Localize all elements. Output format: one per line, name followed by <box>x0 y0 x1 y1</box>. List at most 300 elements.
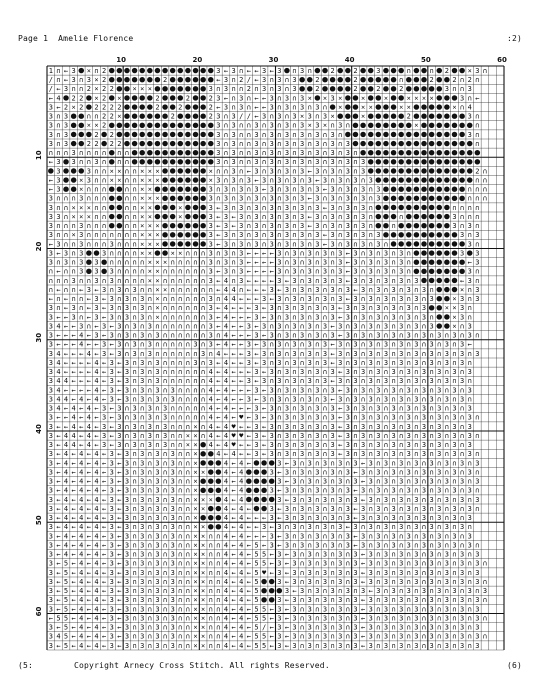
stitch-cell: 3 <box>300 212 305 221</box>
stitch-cell: ∩ <box>315 523 320 532</box>
stitch-cell: ∩ <box>216 532 221 541</box>
stitch-cell: ← <box>102 486 107 495</box>
stitch-cell: ∩ <box>208 541 213 550</box>
stitch-cell: ∩ <box>208 632 213 641</box>
stitch-cell <box>71 141 76 146</box>
stitch-cell: ∩ <box>132 514 137 523</box>
stitch-cell: ∩ <box>178 623 183 632</box>
stitch-cell: ← <box>246 404 251 413</box>
stitch-cell <box>71 113 76 118</box>
stitch-cell: 3 <box>292 523 297 532</box>
stitch-cell <box>414 250 419 255</box>
stitch-cell: ← <box>56 532 61 541</box>
stitch-cell: ∩ <box>132 222 137 231</box>
stitch-cell: 4 <box>223 340 229 349</box>
stitch-cell: × <box>140 167 145 176</box>
stitch-cell <box>155 86 160 91</box>
stitch-cell: 3 <box>368 559 373 568</box>
stitch-cell: 3 <box>315 185 320 194</box>
stitch-cell: ← <box>322 240 328 249</box>
stitch-cell: ∩ <box>292 422 297 431</box>
stitch-cell <box>200 515 205 520</box>
stitch-cell: 3 <box>467 504 472 513</box>
stitch-cell: 3 <box>124 577 130 586</box>
stitch-cell: ∩ <box>315 459 320 468</box>
stitch-cell: ∩ <box>162 641 168 650</box>
stitch-cell: × <box>360 103 366 112</box>
stitch-cell: 3 <box>109 550 114 559</box>
stitch-cell: ← <box>239 313 244 322</box>
stitch-cell: ← <box>48 176 53 185</box>
stitch-cell: ← <box>86 514 92 523</box>
stitch-cell: ← <box>261 413 267 422</box>
stitch-cell <box>109 223 114 228</box>
stitch-cell: ← <box>231 349 236 358</box>
stitch-cell <box>452 113 457 118</box>
stitch-cell: 3 <box>338 258 343 267</box>
stitch-cell: ∩ <box>376 377 381 386</box>
stitch-cell: 3 <box>414 623 419 632</box>
stitch-cell: ∩ <box>170 331 175 340</box>
stitch-cell: ← <box>86 587 92 596</box>
stitch-cell: 3 <box>155 523 160 532</box>
stitch-cell <box>63 177 68 182</box>
stitch-cell: 3 <box>292 249 297 258</box>
stitch-cell: ∩ <box>368 285 373 294</box>
stitch-cell <box>315 68 320 73</box>
stitch-cell: ← <box>117 541 122 550</box>
stitch-cell: ← <box>254 377 259 386</box>
stitch-cell <box>391 113 396 118</box>
stitch-cell: 3 <box>459 340 465 349</box>
stitch-cell: 4 <box>223 386 229 395</box>
stitch-cell: ∩ <box>71 194 76 203</box>
stitch-cell: 3 <box>292 112 297 121</box>
stitch-cell: ∩ <box>132 313 137 322</box>
stitch-cell: ← <box>86 395 92 404</box>
stitch-cell <box>444 214 449 219</box>
stitch-cell: ∩ <box>155 404 160 413</box>
stitch-cell: ← <box>56 422 61 431</box>
stitch-cell: 3 <box>48 577 53 586</box>
stitch-cell: ∩ <box>475 413 480 422</box>
stitch-cell: ∩ <box>162 267 168 276</box>
stitch-cell <box>444 205 449 210</box>
stitch-cell: 3 <box>48 495 53 504</box>
stitch-cell <box>170 141 175 146</box>
stitch-cell <box>277 588 282 593</box>
stitch-cell <box>391 104 396 109</box>
stitch-cell: ← <box>86 623 92 632</box>
stitch-cell: ∩ <box>216 194 221 203</box>
stitch-cell: 3 <box>124 386 130 395</box>
stitch-cell: 3 <box>467 587 472 596</box>
stitch-cell: ∩ <box>467 194 472 203</box>
stitch-cell: 3 <box>170 605 175 614</box>
stitch-cell: × <box>170 249 175 258</box>
stitch-cell: 3 <box>300 130 305 139</box>
stitch-cell: 3 <box>360 532 366 541</box>
stitch-cell: ∩ <box>292 486 297 495</box>
stitch-cell: ∩ <box>86 194 92 203</box>
stitch-cell: ∩ <box>261 212 267 221</box>
stitch-cell: 3 <box>383 641 389 650</box>
stitch-cell: ∩ <box>193 304 198 313</box>
stitch-cell: 3 <box>399 295 404 304</box>
stitch-cell: 3 <box>109 577 114 586</box>
stitch-cell: ← <box>246 577 251 586</box>
stitch-cell <box>200 177 205 182</box>
stitch-cell: ← <box>117 514 122 523</box>
stitch-cell: 3 <box>376 185 381 194</box>
stitch-cell: 3 <box>155 358 160 367</box>
stitch-cell: ∩ <box>102 212 107 221</box>
stitch-cell: ← <box>231 477 236 486</box>
stitch-cell <box>162 123 167 128</box>
stitch-cell: ∩ <box>223 158 229 167</box>
stitch-cell: ∩ <box>383 422 389 431</box>
stitch-cell: × <box>201 577 206 586</box>
stitch-cell: ∩ <box>201 431 206 440</box>
stitch-cell: 3 <box>102 431 107 440</box>
stitch-cell <box>414 214 419 219</box>
stitch-cell <box>155 150 160 155</box>
column-tick-label: 30 <box>268 56 279 64</box>
stitch-cell: 4 <box>223 587 229 596</box>
stitch-cell: ∩ <box>315 340 320 349</box>
stitch-cell: 3 <box>109 568 114 577</box>
stitch-cell: ← <box>338 413 343 422</box>
stitch-cell <box>429 196 434 201</box>
stitch-cell: 3 <box>124 295 130 304</box>
stitch-cell: 4 <box>56 632 61 641</box>
stitch-cell: ∩ <box>459 85 465 94</box>
stitch-cell <box>398 186 403 191</box>
stitch-cell: × <box>155 194 160 203</box>
stitch-cell <box>437 86 442 91</box>
stitch-cell: 3 <box>277 66 282 75</box>
stitch-cell: ← <box>277 468 282 477</box>
stitch-cell: ∩ <box>353 304 358 313</box>
stitch-cell: 3 <box>216 130 221 139</box>
stitch-cell: × <box>193 532 198 541</box>
stitch-cell: 4 <box>239 641 244 650</box>
stitch-cell <box>117 205 122 210</box>
stitch-cell: ∩ <box>155 441 160 450</box>
stitch-cell: 3 <box>223 103 229 112</box>
stitch-cell: ∩ <box>467 304 472 313</box>
stitch-cell <box>391 132 396 137</box>
stitch-cell: 3 <box>368 477 373 486</box>
stitch-cell: ← <box>102 295 107 304</box>
stitch-cell <box>383 86 388 91</box>
stitch-cell: ∩ <box>284 258 290 267</box>
stitch-cell: ∩ <box>162 322 168 331</box>
stitch-cell: ∩ <box>185 322 191 331</box>
stitch-cell: 3 <box>315 194 320 203</box>
stitch-cell: 4 <box>94 523 99 532</box>
stitch-cell <box>429 168 434 173</box>
stitch-cell: ← <box>109 441 114 450</box>
stitch-cell: ∩ <box>315 605 320 614</box>
stitch-cell: ← <box>269 623 274 632</box>
stitch-cell: ← <box>71 349 76 358</box>
stitch-cell: × <box>79 185 84 194</box>
stitch-cell <box>376 141 381 146</box>
stitch-cell: 3 <box>170 468 175 477</box>
stitch-cell: ← <box>71 386 76 395</box>
stitch-cell: 3 <box>269 212 274 221</box>
stitch-cell: ∩ <box>261 149 267 158</box>
stitch-cell: ← <box>246 450 251 459</box>
stitch-cell: 5 <box>254 596 259 605</box>
copyright-notice: Copyright Arnecy Cross Stitch. All rights Reserved. <box>74 661 330 670</box>
stitch-cell: ∩ <box>292 285 297 294</box>
stitch-cell: ∩ <box>132 568 137 577</box>
stitch-cell: 3 <box>315 285 320 294</box>
stitch-cell: ∩ <box>124 185 130 194</box>
stitch-cell <box>216 469 221 474</box>
stitch-cell: 3 <box>277 267 282 276</box>
stitch-cell: ∩ <box>102 276 107 285</box>
stitch-cell: ∩ <box>368 532 373 541</box>
stitch-cell: ∩ <box>391 623 396 632</box>
stitch-cell <box>124 95 129 100</box>
stitch-cell: 3 <box>277 459 282 468</box>
stitch-cell: 3 <box>277 477 282 486</box>
stitch-cell: ∩ <box>102 231 107 240</box>
stitch-cell: 3 <box>414 596 419 605</box>
stitch-cell: ∩ <box>284 76 290 85</box>
stitch-cell <box>155 132 160 137</box>
stitch-cell <box>467 168 472 173</box>
stitch-cell: ∩ <box>277 431 282 440</box>
stitch-cell: 3 <box>300 194 305 203</box>
stitch-cell: ∩ <box>246 121 251 130</box>
stitch-cell <box>444 113 449 118</box>
stitch-cell: ∩ <box>353 158 358 167</box>
stitch-cell: ∩ <box>482 194 488 203</box>
stitch-cell: ∩ <box>452 550 457 559</box>
stitch-cell: ∩ <box>124 222 130 231</box>
stitch-cell: 3 <box>48 222 53 231</box>
stitch-cell: 3 <box>406 285 411 294</box>
stitch-cell: × <box>193 523 198 532</box>
stitch-cell: 2 <box>102 121 107 130</box>
stitch-cell: ← <box>360 477 366 486</box>
stitch-cell: 3 <box>421 431 427 440</box>
stitch-cell: 3 <box>269 194 274 203</box>
stitch-cell <box>208 150 213 155</box>
stitch-cell: 3 <box>284 450 290 459</box>
stitch-cell: 3 <box>414 377 419 386</box>
stitch-cell: ∩ <box>322 194 328 203</box>
stitch-cell: ∩ <box>201 313 206 322</box>
stitch-cell: 3 <box>322 276 328 285</box>
stitch-cell: 3 <box>86 167 92 176</box>
stitch-cell: 4 <box>94 541 99 550</box>
stitch-cell: ∩ <box>406 322 411 331</box>
stitch-cell: ∩ <box>132 641 137 650</box>
stitch-cell: ∩ <box>117 304 122 313</box>
stitch-cell: ∩ <box>216 559 221 568</box>
stitch-cell <box>63 159 68 164</box>
stitch-cell: ∩ <box>284 295 290 304</box>
stitch-cell: 3 <box>452 486 457 495</box>
stitch-cell: 3 <box>155 504 160 513</box>
stitch-cell: 3 <box>360 404 366 413</box>
stitch-cell: ← <box>475 94 480 103</box>
stitch-cell: ∩ <box>383 441 389 450</box>
stitch-cell: 3 <box>284 149 290 158</box>
stitch-cell: 3 <box>368 249 373 258</box>
stitch-cell: 4 <box>63 514 69 523</box>
stitch-cell <box>368 159 373 164</box>
stitch-cell: 3 <box>338 477 343 486</box>
stitch-cell: ∩ <box>338 212 343 221</box>
stitch-cell: ∩ <box>231 267 236 276</box>
stitch-cell: 5 <box>254 587 259 596</box>
stitch-cell <box>155 141 160 146</box>
stitch-cell: ← <box>63 322 69 331</box>
stitch-cell: ∩ <box>421 596 427 605</box>
stitch-cell: 3 <box>368 176 373 185</box>
stitch-cell: 2 <box>353 85 358 94</box>
stitch-cell: ∩ <box>360 340 366 349</box>
stitch-cell <box>117 132 122 137</box>
stitch-cell: 3 <box>459 632 465 641</box>
stitch-cell: ← <box>231 358 236 367</box>
stitch-cell: 3 <box>338 605 343 614</box>
stitch-cell: 3 <box>269 404 274 413</box>
stitch-cell <box>193 150 198 155</box>
stitch-cell <box>452 95 457 100</box>
stitch-cell <box>414 196 419 201</box>
stitch-cell: ∩ <box>452 559 457 568</box>
stitch-cell: 3 <box>155 386 160 395</box>
stitch-cell: ∩ <box>414 450 419 459</box>
stitch-cell: 3 <box>322 495 328 504</box>
stitch-cell: ∩ <box>368 413 373 422</box>
stitch-cell: ← <box>71 477 76 486</box>
stitch-cell: 3 <box>421 514 427 523</box>
stitch-cell: 3 <box>315 103 320 112</box>
stitch-cell: ∩ <box>147 486 152 495</box>
stitch-cell: 3 <box>383 577 389 586</box>
stitch-cell <box>132 104 137 109</box>
stitch-cell: 3 <box>399 605 404 614</box>
stitch-cell: ∩ <box>315 623 320 632</box>
stitch-cell: 3 <box>345 331 350 340</box>
stitch-cell: 3 <box>315 431 320 440</box>
stitch-cell: ∩ <box>399 514 404 523</box>
stitch-cell: 3 <box>170 587 175 596</box>
stitch-cell <box>71 123 76 128</box>
stitch-cell: ∩ <box>322 486 328 495</box>
stitch-cell: 3 <box>307 267 312 276</box>
stitch-cell <box>429 232 434 237</box>
stitch-cell: 2 <box>109 103 114 112</box>
stitch-cell: × <box>155 240 160 249</box>
stitch-cell: 2 <box>353 76 358 85</box>
stitch-cell: ← <box>261 450 267 459</box>
stitch-cell: 3 <box>162 431 168 440</box>
stitch-cell: 4 <box>79 468 84 477</box>
stitch-cell: ∩ <box>482 559 488 568</box>
stitch-cell: ← <box>102 632 107 641</box>
stitch-cell: 3 <box>124 504 130 513</box>
stitch-cell: 3 <box>383 349 389 358</box>
stitch-cell: ∩ <box>429 532 434 541</box>
stitch-cell: 3 <box>429 614 434 623</box>
stitch-cell: ∩ <box>132 587 137 596</box>
stitch-cell: ∩ <box>208 349 213 358</box>
stitch-cell: ∩ <box>170 267 175 276</box>
stitch-cell: ∩ <box>399 541 404 550</box>
stitch-cell: ∩ <box>102 240 107 249</box>
stitch-cell: ∩ <box>383 413 389 422</box>
stitch-cell: 3 <box>459 231 465 240</box>
stitch-cell: 3 <box>124 313 130 322</box>
stitch-cell <box>216 515 221 520</box>
stitch-cell: ← <box>231 313 236 322</box>
stitch-cell: ∩ <box>140 422 145 431</box>
stitch-cell: 3 <box>322 377 328 386</box>
stitch-cell: 3 <box>208 267 213 276</box>
stitch-cell: ♥ <box>231 441 236 450</box>
stitch-cell: 3 <box>48 596 53 605</box>
stitch-cell: ∩ <box>292 441 297 450</box>
stitch-cell: 3 <box>391 422 396 431</box>
stitch-cell: 3 <box>277 349 282 358</box>
stitch-cell: ← <box>86 304 92 313</box>
stitch-cell: 3 <box>330 285 335 294</box>
stitch-cell: 2 <box>444 66 449 75</box>
stitch-cell: ← <box>63 413 69 422</box>
stitch-cell: 3 <box>376 313 381 322</box>
stitch-cell <box>459 150 464 155</box>
stitch-cell: 3 <box>376 231 381 240</box>
stitch-cell <box>117 68 122 73</box>
stitch-cell <box>155 214 160 219</box>
stitch-cell <box>360 68 365 73</box>
stitch-cell: 3 <box>360 504 366 513</box>
stitch-cell: 3 <box>322 523 328 532</box>
stitch-cell: ∩ <box>223 121 229 130</box>
stitch-cell: ∩ <box>170 441 175 450</box>
stitch-cell <box>429 177 434 182</box>
stitch-cell: ∩ <box>437 614 442 623</box>
stitch-cell <box>437 269 442 274</box>
stitch-cell: 3 <box>162 441 168 450</box>
stitch-cell: ∩ <box>345 358 350 367</box>
stitch-cell: ← <box>216 431 221 440</box>
stitch-cell: 3 <box>391 532 396 541</box>
stitch-cell: ∩ <box>277 94 282 103</box>
stitch-cell: 4 <box>79 532 84 541</box>
stitch-cell: 3 <box>437 441 442 450</box>
stitch-cell: 3 <box>459 523 465 532</box>
stitch-cell: ← <box>109 349 114 358</box>
stitch-cell: 3 <box>406 313 411 322</box>
stitch-cell: 3 <box>376 468 381 477</box>
stitch-cell: 3 <box>284 185 290 194</box>
stitch-cell: ← <box>360 459 366 468</box>
stitch-cell: 3 <box>170 459 175 468</box>
stitch-cell: ← <box>269 267 274 276</box>
stitch-cell: 3 <box>391 541 396 550</box>
stitch-cell <box>444 104 449 109</box>
